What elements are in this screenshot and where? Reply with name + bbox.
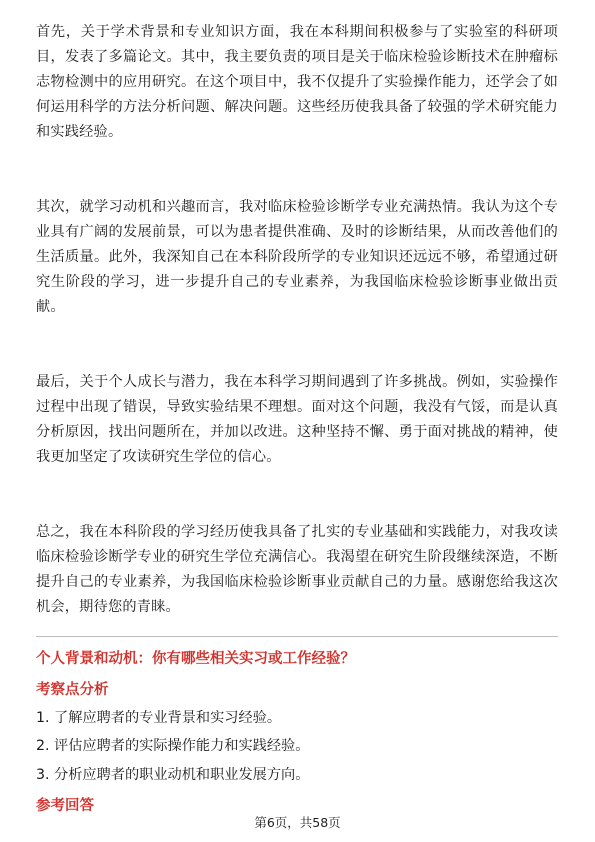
question-title: 个人背景和动机：你有哪些相关实习或工作经验？ <box>36 651 355 667</box>
paragraph-conclusion: 总之，我在本科阶段的学习经历使我具备了扎实的专业基础和实践能力，对我攻读临床检验诊断学专业的研究生学位充满信心。我渴望在研究生阶段继续深造，不断提升自己的专业素养，为我国临床检验诊断事业贡献自己的力量。感谢您给我这次机会，期待您的青睐。 <box>36 524 558 615</box>
analysis-heading: 考察点分析 <box>36 682 109 698</box>
analysis-point: 2. 评估应聘者的实际操作能力和实践经验。 <box>36 738 310 754</box>
analysis-point: 3. 分析应聘者的职业动机和职业发展方向。 <box>36 767 310 783</box>
answer-heading: 参考回答 <box>36 798 94 814</box>
paragraph-personal-growth: 最后，关于个人成长与潜力，我在本科学习期间遇到了许多挑战。例如，实验操作过程中出现了错误，导致实验结果不理想。面对这个问题，我没有气馁，而是认真分析原因，找出问题所在，并加以改进。这种坚持不懈、勇于面对挑战的精神，使我更加坚定了攻读研究生学位的信心。 <box>36 374 558 465</box>
paragraph-academic-background: 首先，关于学术背景和专业知识方面，我在本科期间积极参与了实验室的科研项目，发表了多篇论文。其中，我主要负责的项目是关于临床检验诊断技术在肿瘤标志物检测中的应用研究。在这个项目中，我不仅提升了实验操作能力，还学会了如何运用科学的方法分析问题、解决问题。这些经历使我具备了较强的学术研究能力和实践经验。 <box>36 24 558 140</box>
section-divider <box>36 636 558 637</box>
analysis-point: 1. 了解应聘者的专业背景和实习经验。 <box>36 710 282 726</box>
paragraph-motivation: 其次，就学习动机和兴趣而言，我对临床检验诊断学专业充满热情。我认为这个专业具有广阔的发展前景，可以为患者提供准确、及时的诊断结果，从而改善他们的生活质量。此外，我深知自己在本科阶段所学的专业知识还远远不够，希望通过研究生阶段的学习，进一步提升自己的专业素养，为我国临床检验诊断事业做出贡献。 <box>36 199 558 315</box>
page-number: 第6页，共58页 <box>254 815 341 830</box>
